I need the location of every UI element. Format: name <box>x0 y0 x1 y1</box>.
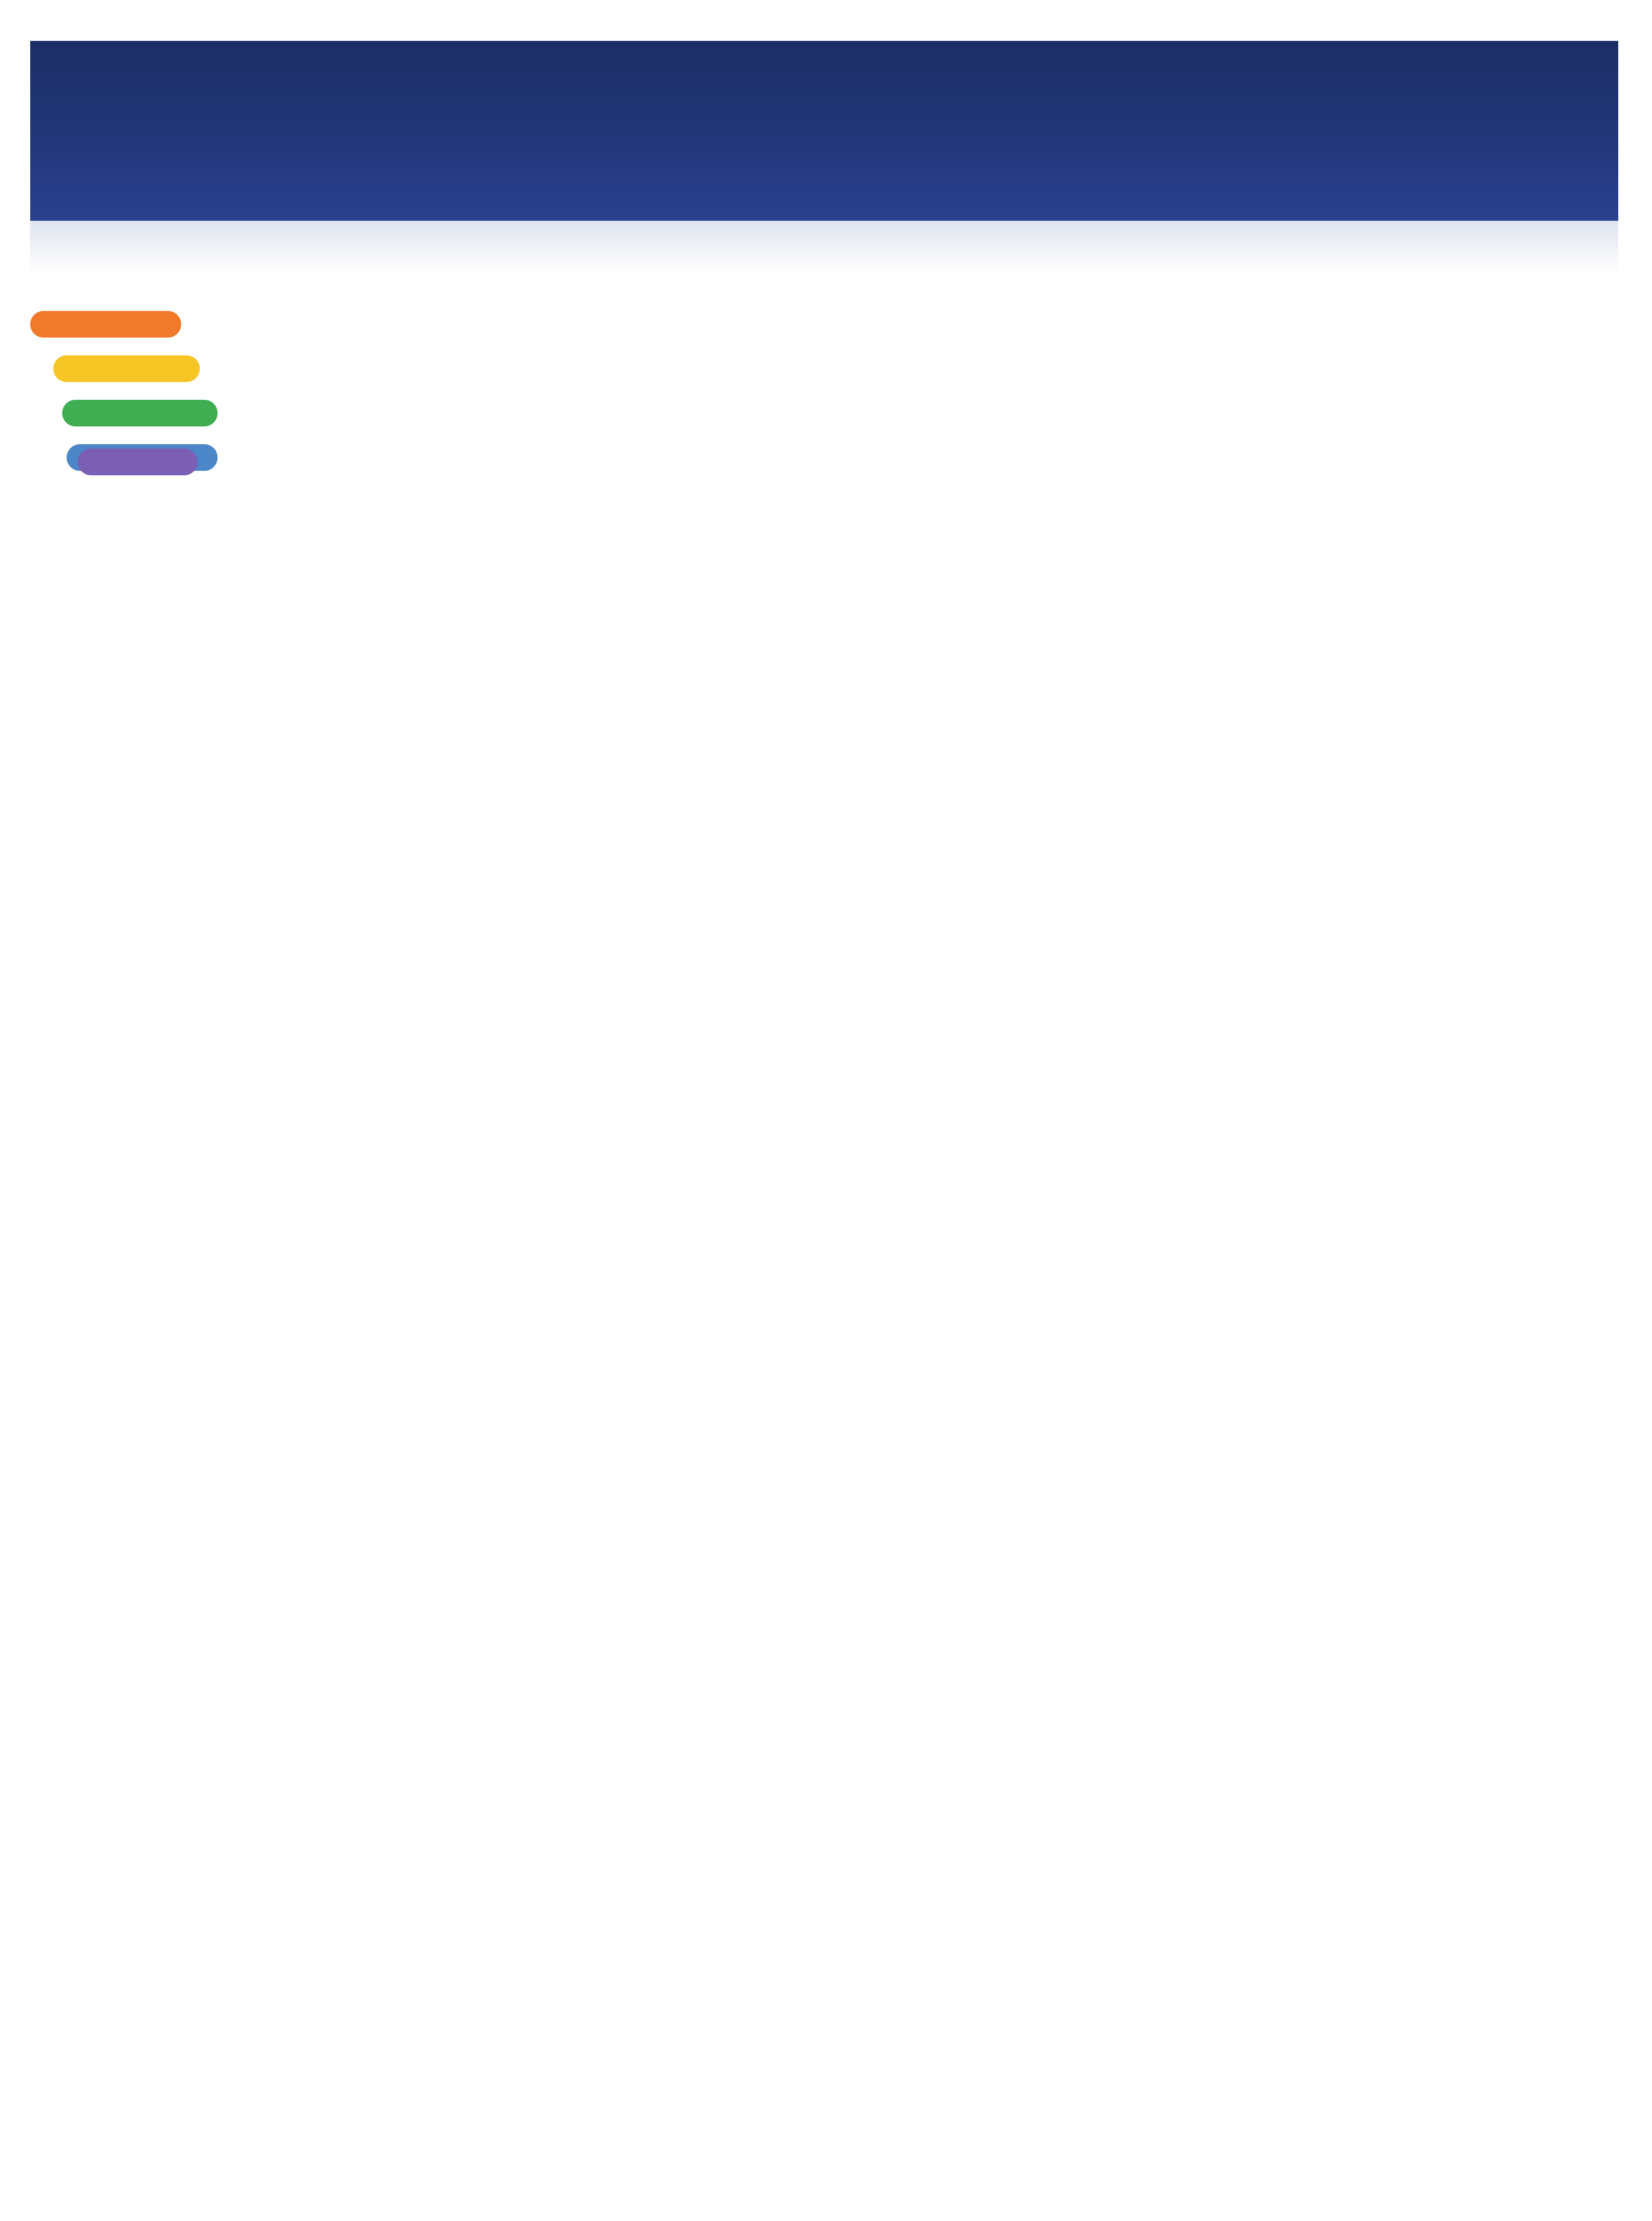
header-banner <box>30 41 1618 221</box>
header-fade <box>30 221 1618 274</box>
